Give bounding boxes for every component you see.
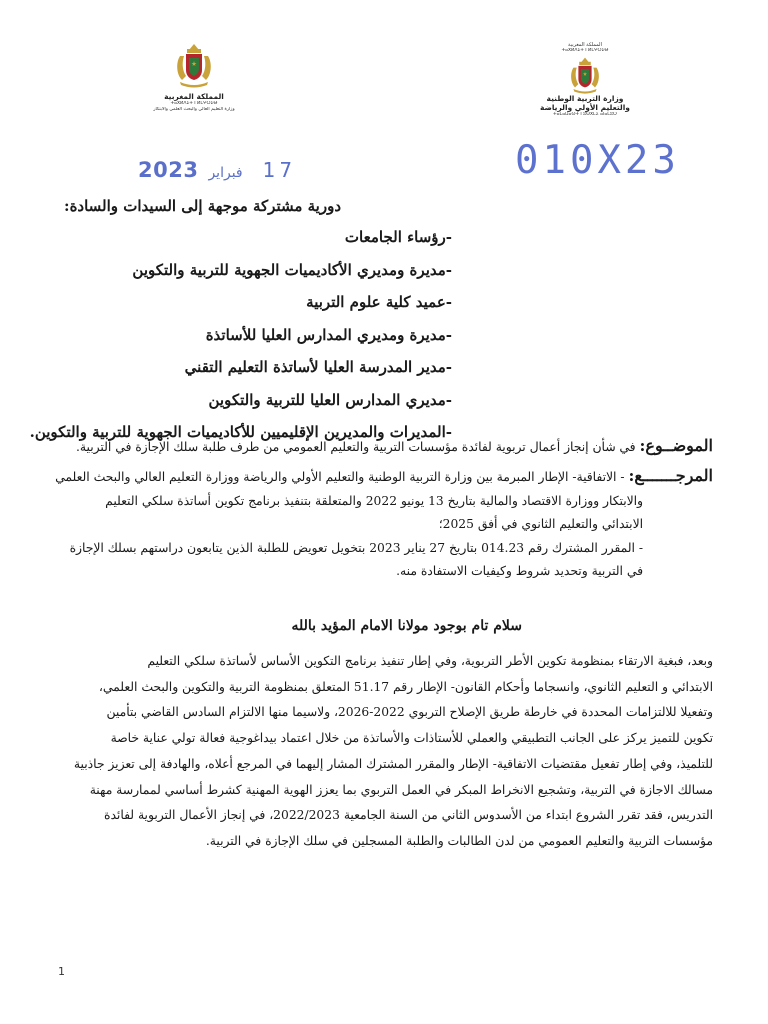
date-stamp <box>138 158 296 182</box>
reference-label: المرجـــــــع: <box>628 466 713 485</box>
recipient-item: -مديري المدارس العليا للتربية والتكوين <box>208 390 452 409</box>
date-day: 17 <box>262 158 297 182</box>
body-paragraph <box>53 649 713 855</box>
ministry-line-2: والتعليم الأولي والرياضة <box>540 103 630 112</box>
body-line: مؤسسات التربية والتعليم العمومي من لدن الطالبات والطلبة المسجلين في سلك الإجازة في التربية. <box>205 833 713 848</box>
reference-line: - الاتفاقية- الإطار المبرمة بين وزارة التربية الوطنية والتعليم الأولي والرياضة ووزارة التعليم العالي والبحث العلمي <box>55 470 625 484</box>
coat-of-arms-icon-right <box>565 56 605 94</box>
recipient-item: -مدير المدرسة العليا لأساتذة التعليم التقني <box>184 358 452 376</box>
reference-number-stamp: 010X23 <box>515 138 680 183</box>
kingdom-name-ar-right: المملكة المغربية <box>568 42 602 48</box>
body-line: مسالك الاجازة في التربية، وتشجيع الانخراط المبكر في العمل التربوي بما يعزز الهوية المهنية كشرط أساسي لممارسة مهنة <box>89 782 713 797</box>
page-number: 1 <box>58 965 65 978</box>
recipient-item: -مديرة ومديري المدارس العليا للأساتذة <box>205 325 452 344</box>
reference-line: - المقرر المشترك رقم 014.23 بتاريخ 27 يناير 2023 بتخويل تعويض للطلبة الذين يتابعون دراستهم بسلك الإجازة <box>69 540 643 555</box>
greeting: سلام تام بوجود مولانا الامام المؤيد بالله <box>291 618 522 634</box>
body-line: وبعد، فبغية الارتقاء بمنظومة تكوين الأطر التربوية، وفي إطار تنفيذ برنامج التكوين الأساس لأساتذة سلكي التعليم <box>147 654 713 668</box>
reference-section <box>53 464 713 584</box>
circular-heading: دورية مشتركة موجهة إلى السيدات والسادة: <box>64 197 341 215</box>
header-right <box>520 42 650 118</box>
reference-line: في التربية وتحديد شروط وكيفيات الاستفادة منه. <box>396 564 643 578</box>
subject-text: في شأن إنجاز أعمال تربوية لفائدة مؤسسات التربية والتعليم العمومي من طرف طلبة سلك الإجازة في التربية. <box>76 440 636 454</box>
recipients-list <box>29 222 452 450</box>
kingdom-name-ar: المملكة المغربية <box>164 92 224 101</box>
coat-of-arms-icon <box>172 42 216 88</box>
date-month: فبراير <box>208 165 243 181</box>
body-line: التدريس، فقد تقرر الشروع ابتداء من الأسدوس الثاني من السنة الجامعية 2022/2023، في إنجاز الأعمال التربوية لفائدة <box>104 808 713 823</box>
subject-label: الموضــوع: <box>639 436 713 455</box>
recipient-item: -المديرات والمديرين الإقليميين للأكاديميات الجهوية للتربية والتكوين. <box>29 423 452 441</box>
header-left <box>138 42 250 113</box>
ministry-tifinagh: ⵜⴰⵎⴰⵡⴰⵙⵜ ⵏ ⵓⵙⴳⵎⵉ ⴰⵏⴰⵎⵓⵔ <box>553 112 617 117</box>
ministry-name: وزارة التعليم العالي والبحث العلمي والابتكار <box>153 107 235 112</box>
body-line: تكوين للتميز يركز على الجانب التطبيقي والعملي للأستاذات والأساتذة من خلال اعتماد بيداغوجية فعالة تولي عناية خاصة <box>110 731 713 746</box>
ministry-line-1: وزارة التربية الوطنية <box>546 94 624 103</box>
body-line: الابتدائي و التعليم الثانوي، وانسجاما وأحكام القانون- الإطار رقم 51.17 المتعلق بمنظومة التربية والتكوين والبحث العلمي، <box>98 679 713 694</box>
reference-line: الابتدائي والتعليم الثانوي في أفق 2025؛ <box>438 517 643 531</box>
body-line: للتلميذ، وفي إطار تفعيل مقتضيات الاتفاقية- الإطار والمقرر المشترك المشار إليهما في المرجع أعلاه، والهادفة إلى تعزيز جاذبية <box>73 756 713 771</box>
kingdom-name-tifinagh: ⵜⴰⴳⵍⴷⵉⵜ ⵏ ⵍⵎⵖⵔⵉⴱ <box>170 101 218 106</box>
recipient-item: -عميد كلية علوم التربية <box>306 293 452 311</box>
date-year: 2023 <box>138 158 199 182</box>
recipient-item: -مديرة ومديري الأكاديميات الجهوية للتربية والتكوين <box>132 260 452 279</box>
reference-line: والابتكار ووزارة الاقتصاد والمالية بتاريخ 13 يونيو 2022 والمتعلقة بتنفيذ برنامج تكوين أساتذة سلكي التعليم <box>105 493 643 508</box>
subject-line <box>53 436 713 457</box>
recipient-item: -رؤساء الجامعات <box>344 228 452 246</box>
body-line: وتفعيلا للالتزامات المحددة في خارطة طريق الإصلاح التربوي 2022-2026، ولاسيما منها الالتزام السادس القاضي بتأمين <box>106 705 713 720</box>
kingdom-name-tifinagh-right: ⵜⴰⴳⵍⴷⵉⵜ ⵏ ⵍⵎⵖⵔⵉⴱ <box>561 48 609 53</box>
